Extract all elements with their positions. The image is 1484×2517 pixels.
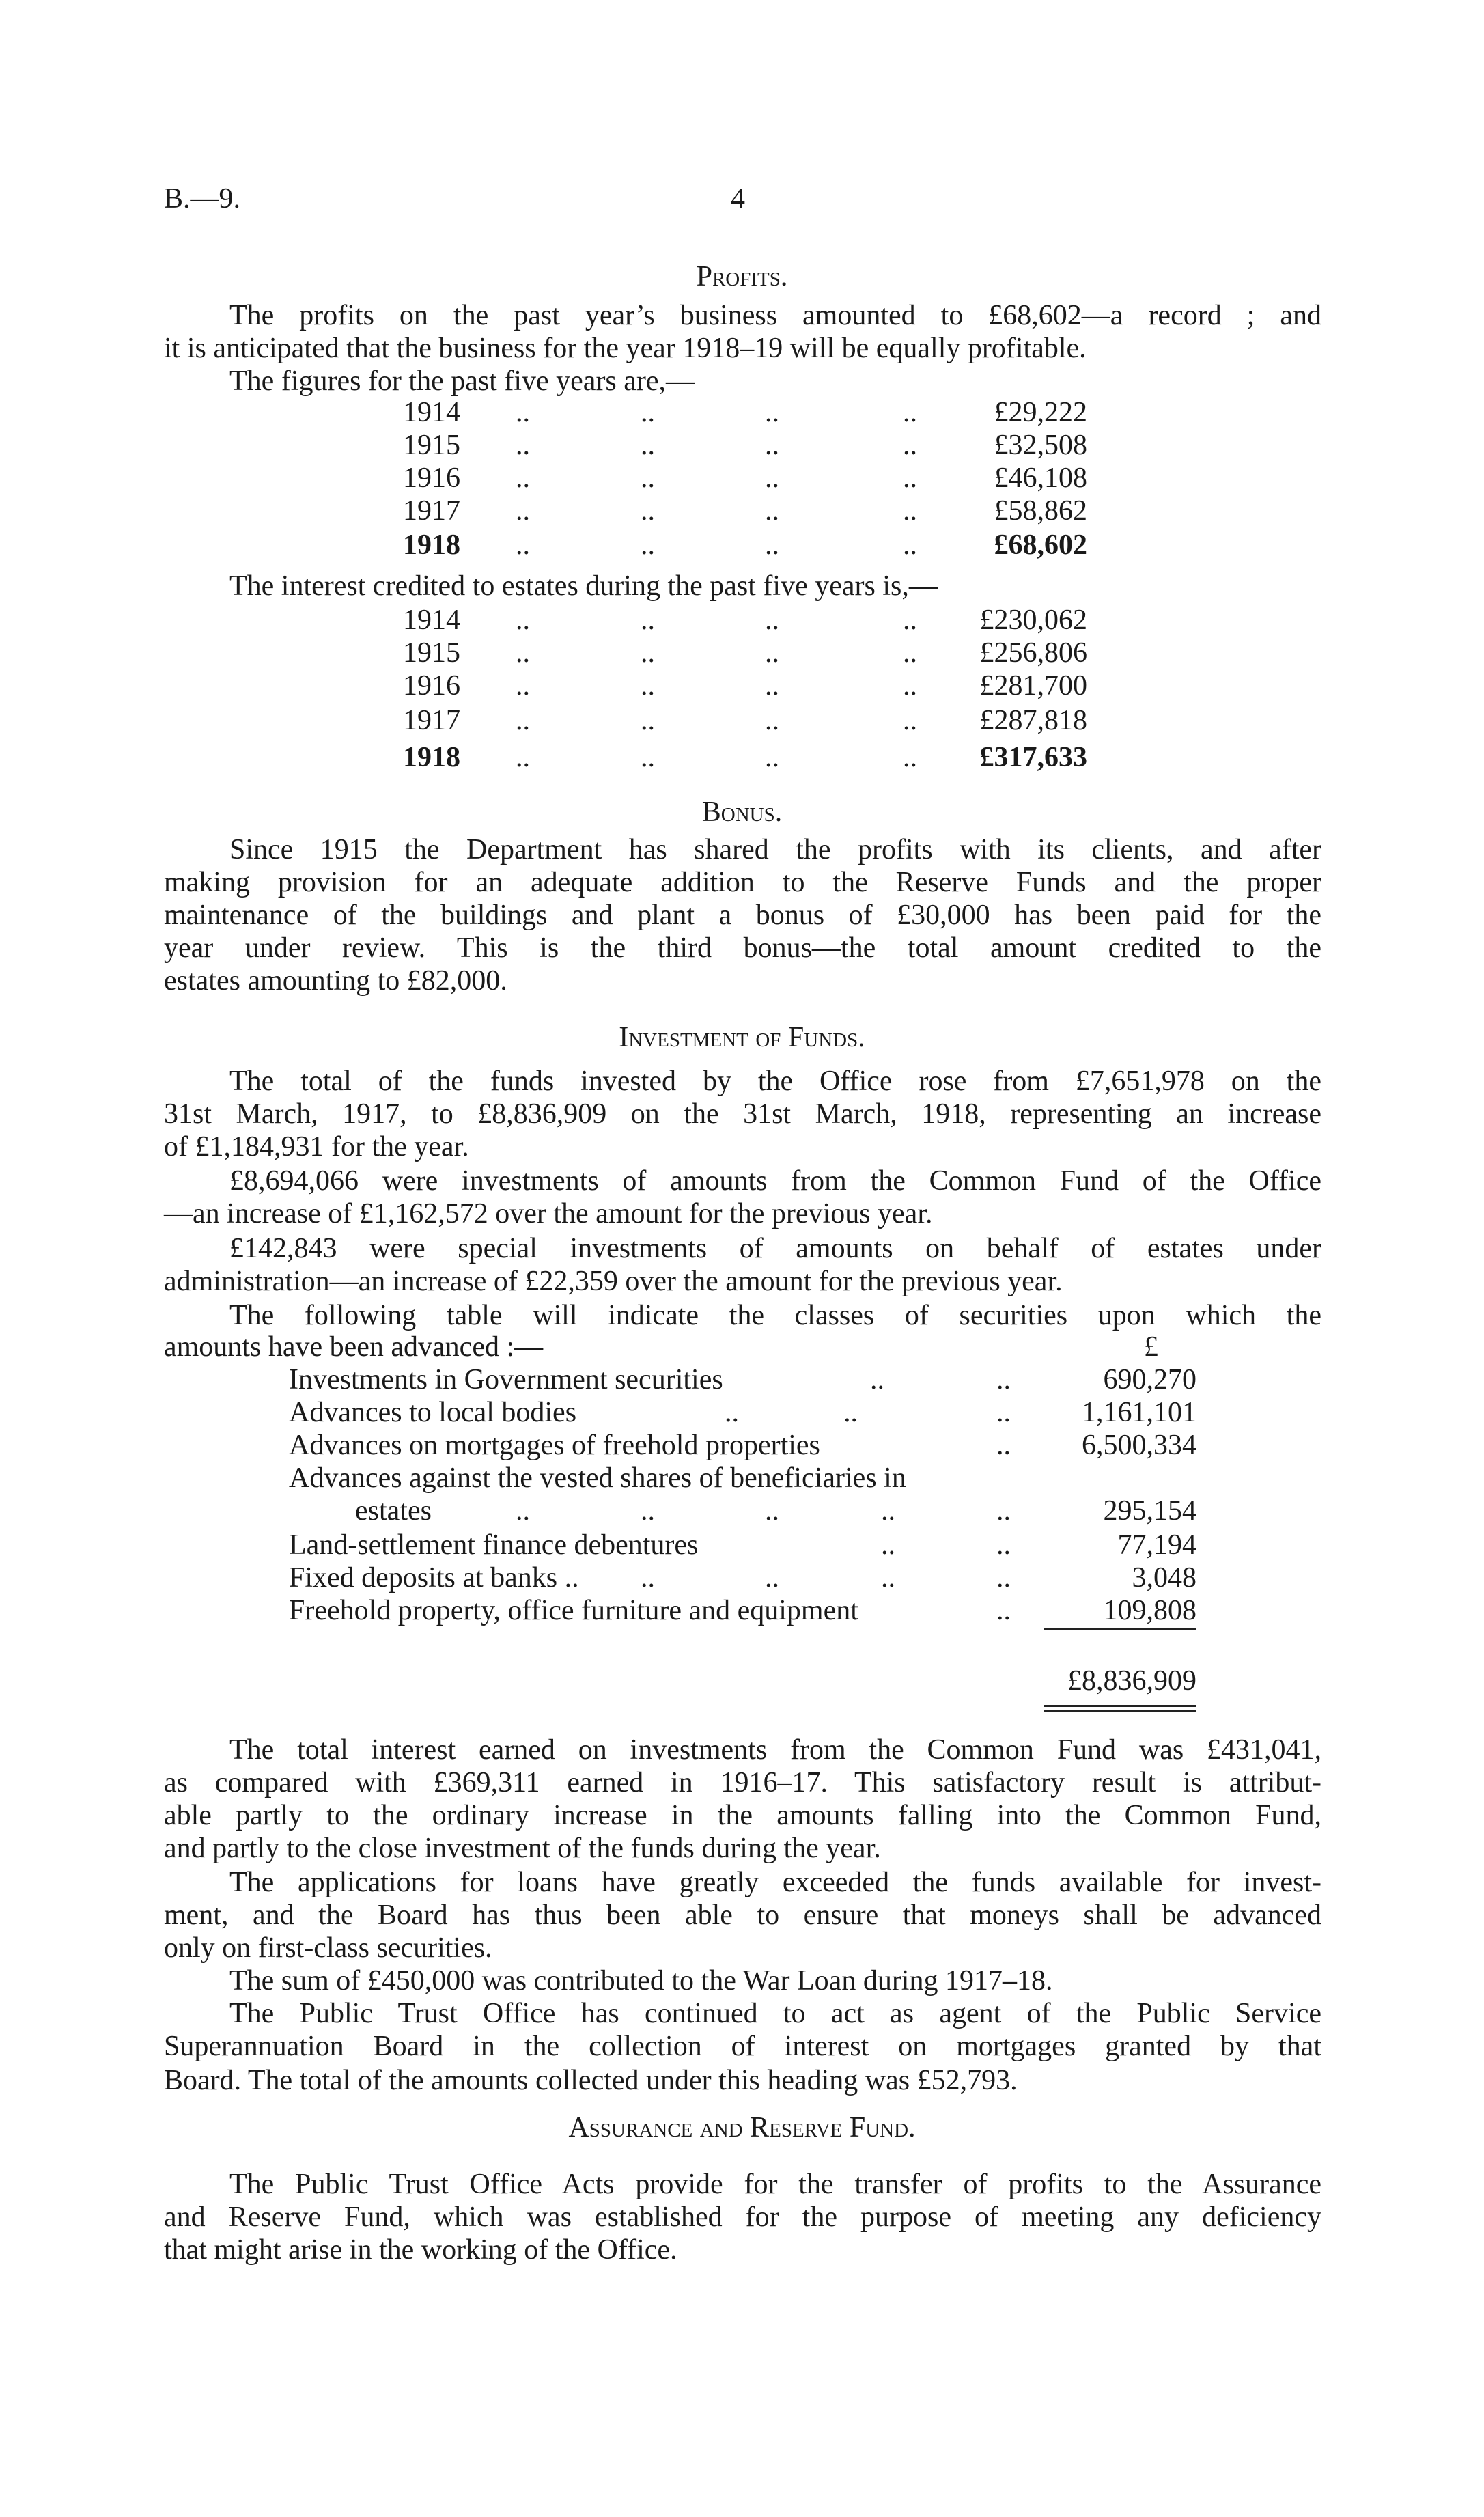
section-heading-investment: Investment of Funds.	[619, 1022, 865, 1053]
leader-dots: ..	[641, 1562, 655, 1594]
amount-value: £46,108	[994, 462, 1087, 494]
investment-paragraph-line: amounts have been advanced :—	[164, 1331, 544, 1363]
securities-amount: 3,048	[1132, 1562, 1196, 1594]
securities-label: Freehold property, office furniture and equipment	[289, 1595, 858, 1626]
amount-value: £230,062	[979, 604, 1087, 636]
amount-value: £256,806	[979, 637, 1087, 669]
leader-dots: ..	[881, 1529, 895, 1561]
leader-dots: ..	[903, 495, 917, 527]
leader-dots: ..	[881, 1562, 895, 1594]
leader-dots: ..	[903, 430, 917, 461]
year-label: 1915	[403, 430, 460, 461]
leader-dots: ..	[903, 637, 917, 669]
leader-dots: ..	[516, 397, 530, 428]
year-label: 1915	[403, 637, 460, 669]
total-rule-double-2	[1044, 1710, 1196, 1712]
leader-dots: ..	[516, 1495, 530, 1527]
leader-dots: ..	[996, 1397, 1011, 1428]
investment-paragraph-line: 31st March, 1917, to £8,836,909 on the 31st March, 1918, representing an increase	[164, 1098, 1321, 1130]
leader-dots: ..	[516, 705, 530, 736]
leader-dots: ..	[765, 742, 779, 773]
investment-paragraph-line: The applications for loans have greatly exceeded the funds available for invest-	[229, 1867, 1321, 1898]
securities-amount: 1,161,101	[1082, 1397, 1196, 1428]
leader-dots: ..	[641, 1495, 655, 1527]
section-heading-profits: Profits.	[696, 261, 788, 292]
securities-label: estates	[355, 1495, 432, 1527]
year-label: 1917	[403, 495, 460, 527]
amount-value: £281,700	[979, 670, 1087, 701]
leader-dots: ..	[765, 430, 779, 461]
bonus-paragraph-line: making provision for an adequate addition to the Reserve Funds and the proper	[164, 867, 1321, 898]
investment-paragraph-line: The total interest earned on investments from the Common Fund was £431,041,	[229, 1734, 1321, 1766]
leader-dots: ..	[516, 637, 530, 669]
securities-amount: 690,270	[1103, 1364, 1196, 1395]
leader-dots: ..	[641, 705, 655, 736]
leader-dots: ..	[516, 670, 530, 701]
securities-label: Advances to local bodies	[289, 1397, 577, 1428]
leader-dots: ..	[903, 705, 917, 736]
investment-paragraph-line: administration—an increase of £22,359 over the amount for the previous year.	[164, 1266, 1063, 1297]
leader-dots: ..	[903, 670, 917, 701]
leader-dots: ..	[765, 604, 779, 636]
leader-dots: ..	[765, 462, 779, 494]
total-rule-single	[1044, 1628, 1196, 1630]
document-reference: B.—9.	[164, 183, 241, 214]
investment-paragraph-line: The following table will indicate the classes of securities upon which the	[229, 1300, 1321, 1331]
investment-paragraph-line: and partly to the close investment of the funds during the year.	[164, 1833, 881, 1864]
leader-dots: ..	[765, 705, 779, 736]
amount-value: £287,818	[979, 705, 1087, 736]
securities-total: £8,836,909	[1067, 1665, 1196, 1697]
leader-dots: ..	[903, 397, 917, 428]
leader-dots: ..	[516, 742, 530, 773]
leader-dots: ..	[996, 1562, 1011, 1594]
investment-paragraph-line: —an increase of £1,162,572 over the amount for the previous year.	[164, 1198, 933, 1229]
leader-dots: ..	[870, 1364, 884, 1395]
interest-intro: The interest credited to estates during the past five years is,—	[229, 570, 938, 602]
leader-dots: ..	[641, 397, 655, 428]
securities-label: Advances against the vested shares of beneficiaries in	[289, 1462, 906, 1494]
leader-dots: ..	[641, 430, 655, 461]
currency-column-header: £	[1144, 1331, 1158, 1363]
year-label: 1917	[403, 705, 460, 736]
year-label: 1914	[403, 604, 460, 636]
leader-dots: ..	[516, 495, 530, 527]
securities-amount: 109,808	[1103, 1595, 1196, 1626]
leader-dots: ..	[903, 462, 917, 494]
section-heading-bonus: Bonus.	[701, 796, 783, 828]
investment-paragraph-line: able partly to the ordinary increase in the amounts falling into the Common Fund,	[164, 1800, 1321, 1831]
leader-dots: ..	[843, 1397, 858, 1428]
securities-label: Land-settlement finance debentures	[289, 1529, 699, 1561]
investment-paragraph-line: Board. The total of the amounts collected under this heading was £52,793.	[164, 2065, 1018, 2096]
bonus-paragraph-line: year under review. This is the third bonus—the total amount credited to the	[164, 932, 1321, 964]
leader-dots: ..	[641, 637, 655, 669]
leader-dots: ..	[996, 1430, 1011, 1461]
year-label: 1916	[403, 462, 460, 494]
section-heading-assurance: Assurance and Reserve Fund.	[568, 2112, 916, 2143]
leader-dots: ..	[516, 604, 530, 636]
leader-dots: ..	[903, 604, 917, 636]
page-number: 4	[731, 183, 745, 214]
year-label: 1918	[403, 529, 460, 561]
assurance-paragraph-line: that might arise in the working of the Office.	[164, 2234, 677, 2266]
leader-dots: ..	[641, 495, 655, 527]
investment-paragraph-line: Superannuation Board in the collection of interest on mortgages granted by that	[164, 2031, 1321, 2062]
leader-dots: ..	[996, 1364, 1011, 1395]
bonus-paragraph-line: estates amounting to £82,000.	[164, 965, 507, 997]
year-label: 1916	[403, 670, 460, 701]
leader-dots: ..	[765, 495, 779, 527]
leader-dots: ..	[641, 529, 655, 561]
securities-amount	[1024, 1462, 1196, 1494]
leader-dots: ..	[641, 604, 655, 636]
assurance-paragraph-line: and Reserve Fund, which was established for the purpose of meeting any deficiency	[164, 2201, 1321, 2233]
investment-paragraph-line: ment, and the Board has thus been able to ensure that moneys shall be advanced	[164, 1900, 1321, 1931]
amount-value: £32,508	[994, 430, 1087, 461]
year-label: 1918	[403, 742, 460, 773]
assurance-paragraph-line: The Public Trust Office Acts provide for the transfer of profits to the Assurance	[229, 2169, 1321, 2200]
investment-paragraph-line: The total of the funds invested by the Office rose from £7,651,978 on the	[229, 1066, 1321, 1097]
leader-dots: ..	[996, 1595, 1011, 1626]
amount-value: £317,633	[979, 742, 1087, 773]
year-label: 1914	[403, 397, 460, 428]
investment-paragraph-line: The sum of £450,000 was contributed to the War Loan during 1917–18.	[229, 1965, 1053, 1997]
leader-dots: ..	[641, 742, 655, 773]
leader-dots: ..	[516, 430, 530, 461]
leader-dots: ..	[765, 397, 779, 428]
leader-dots: ..	[765, 1495, 779, 1527]
amount-value: £58,862	[994, 495, 1087, 527]
securities-amount: 77,194	[1117, 1529, 1196, 1561]
leader-dots: ..	[765, 637, 779, 669]
leader-dots: ..	[516, 462, 530, 494]
leader-dots: ..	[765, 670, 779, 701]
investment-paragraph-line: only on first-class securities.	[164, 1932, 492, 1964]
investment-paragraph-line: £142,843 were special investments of amounts on behalf of estates under	[229, 1233, 1321, 1264]
leader-dots: ..	[881, 1495, 895, 1527]
leader-dots: ..	[641, 462, 655, 494]
bonus-paragraph-line: maintenance of the buildings and plant a bonus of £30,000 has been paid for the	[164, 900, 1321, 931]
leader-dots: ..	[765, 529, 779, 561]
investment-paragraph-line: £8,694,066 were investments of amounts from the Common Fund of the Office	[229, 1165, 1321, 1197]
securities-amount: 6,500,334	[1082, 1430, 1196, 1461]
investment-paragraph-line: of £1,184,931 for the year.	[164, 1131, 469, 1163]
securities-label: Fixed deposits at banks ..	[289, 1562, 579, 1594]
leader-dots: ..	[903, 742, 917, 773]
amount-value: £68,602	[994, 529, 1087, 561]
total-rule-double-1	[1044, 1705, 1196, 1707]
leader-dots: ..	[641, 670, 655, 701]
leader-dots: ..	[516, 529, 530, 561]
profits-paragraph-line: it is anticipated that the business for the year 1918–19 will be equally profitable.	[164, 333, 1087, 364]
leader-dots: ..	[903, 529, 917, 561]
profits-intro: The figures for the past five years are,—	[229, 365, 695, 397]
securities-label: Investments in Government securities	[289, 1364, 723, 1395]
profits-paragraph-line: The profits on the past year’s business amounted to £68,602—a record ; and	[229, 300, 1321, 331]
investment-paragraph-line: The Public Trust Office has continued to act as agent of the Public Service	[229, 1998, 1321, 2029]
leader-dots: ..	[765, 1562, 779, 1594]
leader-dots: ..	[996, 1495, 1011, 1527]
securities-label: Advances on mortgages of freehold properties	[289, 1430, 820, 1461]
leader-dots: ..	[996, 1529, 1011, 1561]
investment-paragraph-line: as compared with £369,311 earned in 1916–17. This satisfactory result is attribut-	[164, 1767, 1321, 1798]
bonus-paragraph-line: Since 1915 the Department has shared the profits with its clients, and after	[229, 834, 1321, 865]
securities-amount: 295,154	[1103, 1495, 1196, 1527]
amount-value: £29,222	[994, 397, 1087, 428]
leader-dots: ..	[725, 1397, 739, 1428]
